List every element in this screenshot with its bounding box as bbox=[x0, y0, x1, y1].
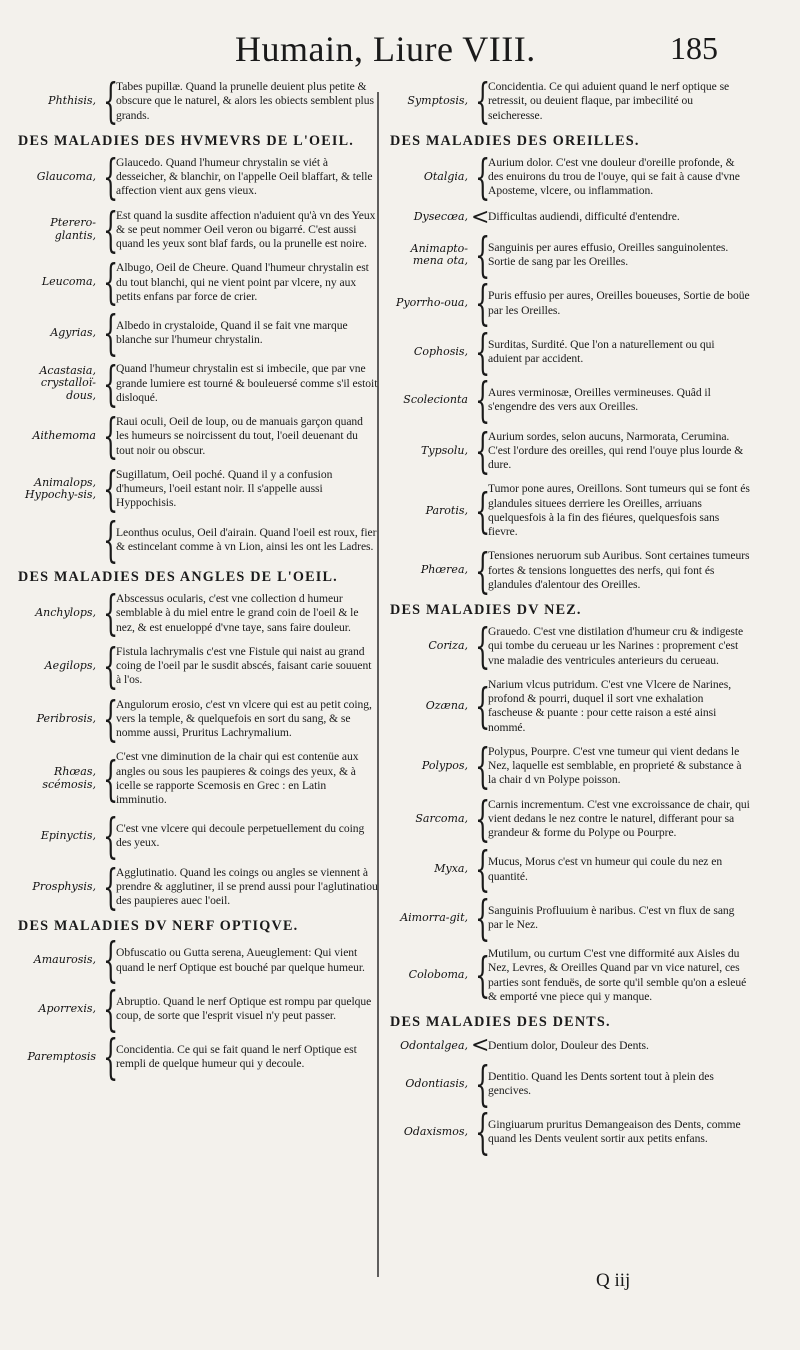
entry-text: Concidentia. Ce qui aduient quand le nerf optique se retressit, ou deuient flaque, par imbecilité ou seicheresse. bbox=[488, 80, 730, 122]
entry-term: Sarcoma, bbox=[415, 811, 468, 825]
entry-text: Tabes pupillæ. Quand la prunelle deuient plus petite & obscure que le naturel, & alors les obiects semblent plus grands. bbox=[116, 80, 374, 122]
entry-term: Aimorra-git, bbox=[400, 910, 468, 924]
entry-parotis bbox=[390, 482, 750, 539]
entry-term: Amaurosis, bbox=[33, 953, 96, 967]
entry-scolecionta bbox=[390, 372, 750, 429]
entry-text: Aures verminosæ, Oreilles vermineuses. Quâd il s'engendre des vers aux Oreilles. bbox=[488, 386, 711, 414]
brace-icon: { bbox=[475, 889, 491, 946]
entry-text: Aurium sordes, selon aucuns, Narmorata, Cerumina. C'est l'ordure des oreilles, qui rend l'ouye plus lourde & dure. bbox=[488, 429, 744, 472]
brace-icon: { bbox=[475, 73, 491, 130]
section-nerf-optique bbox=[18, 918, 378, 1086]
entry-term: Animalops, Hypochy-sis, bbox=[25, 475, 96, 502]
brace-icon: { bbox=[103, 932, 119, 989]
entry-text: Surditas, Surdité. Que l'on a naturellement ou qui aduient par accident. bbox=[488, 337, 715, 366]
section-dents bbox=[390, 1014, 750, 1161]
entry-term: Paremptosis bbox=[27, 1050, 96, 1064]
brace-icon: { bbox=[475, 542, 491, 599]
entry-odaxismos bbox=[390, 1104, 750, 1161]
entry-text: Grauedo. C'est vne distilation d'humeur cru & indigeste qui tombe du cerueau ur les Narines : proprement c'est vne maladie des ventricules anterieurs du cerueau. bbox=[488, 625, 744, 667]
brace-icon: { bbox=[103, 585, 119, 642]
brace-icon: { bbox=[103, 254, 119, 311]
entry-symptosis bbox=[390, 73, 750, 130]
brace-icon: { bbox=[475, 841, 491, 898]
entry-term: Pyorrho-oua, bbox=[396, 296, 468, 310]
entry-sarcoma bbox=[390, 790, 750, 847]
brace-icon: { bbox=[103, 73, 119, 130]
entry-term: Dysecœa, bbox=[413, 209, 468, 223]
brace-icon: { bbox=[103, 690, 119, 747]
entry-myxa bbox=[390, 841, 750, 898]
entry-term: Phthisis, bbox=[48, 94, 96, 108]
entry-text: Polypus, Pourpre. C'est vne tumeur qui vient dedans le Nez, laquelle est semblable, en proprieté & substance à la chair d vn Polype poisson. bbox=[488, 744, 742, 787]
brace-icon: { bbox=[103, 637, 119, 694]
entry-pyorrhooua bbox=[390, 275, 750, 332]
brace-icon: { bbox=[103, 1029, 119, 1086]
entry-aimorragit bbox=[390, 889, 750, 946]
entry-text: Dentium dolor, Douleur des Dents. bbox=[488, 1038, 649, 1052]
entry-term: Aporrexis, bbox=[38, 1001, 96, 1015]
entry-text: Quand l'humeur chrystalin est si imbecile, que par vne grande lumiere est tourné & bouleuersé comme s'il estoit disloqué. bbox=[116, 362, 378, 404]
entry-text: C'est vne diminution de la chair qui est contenüe aux angles ou sous les paupieres & coings des yeux, & à icelle se rapporte Scemosis en Grec : en Latin imminutio. bbox=[116, 750, 359, 807]
right-column bbox=[390, 73, 750, 1162]
entry-acastasia bbox=[18, 355, 378, 412]
entry-text: Obfuscatio ou Gutta serena, Aueuglement: Qui vient quand le nerf Optique est bouché par quelque humeur. bbox=[116, 946, 365, 974]
brace-icon: { bbox=[475, 227, 491, 284]
entry-term: Symptosis, bbox=[407, 94, 468, 108]
entry-prosphysis bbox=[18, 858, 378, 915]
entry-text: Tumor pone aures, Oreillons. Sont tumeurs qui se font és glandules situees derriere les Oreilles, arriuans quelquesfois à la fin des fiéures, quelquesfois sans fievre. bbox=[488, 482, 750, 539]
entry-text: Abruptio. Quand le nerf Optique est rompu par quelque coup, de sorte que l'esprit visuel n'y peut passer. bbox=[116, 994, 372, 1022]
brace-icon: { bbox=[475, 148, 491, 205]
entry-text: Dentitio. Quand les Dents sortent tout à plein des gencives. bbox=[488, 1069, 714, 1097]
section-title: DES MALADIES DV NEZ. bbox=[390, 602, 582, 619]
signature-mark: Q iij bbox=[596, 1270, 631, 1291]
entry-term: Epinyctis, bbox=[40, 829, 96, 843]
brace-icon: { bbox=[103, 461, 119, 518]
brace-icon: { bbox=[475, 678, 491, 735]
entry-text: C'est vne vlcere qui decoule perpetuellement du coing des yeux. bbox=[116, 822, 365, 850]
entry-term: Polypos, bbox=[421, 758, 468, 772]
entry-term: Odontalgea, bbox=[400, 1038, 468, 1052]
entry-animalops bbox=[18, 461, 378, 518]
section-title: DES MALADIES DES HVMEVRS DE L'OEIL. bbox=[18, 132, 355, 149]
brace-icon: { bbox=[475, 738, 491, 795]
entry-text: Raui oculi, Oeil de loup, ou de manuais garçon quand les humeurs se noircissent du tout, l'oeil deuenant du tout noir ou obscur. bbox=[116, 415, 363, 457]
entry-leucoma bbox=[18, 254, 378, 311]
entry-cophosis bbox=[390, 323, 750, 380]
entry-text: Narium vlcus putridum. C'est vne Vlcere de Narines, profond & pourri, duquel il sort vne exhalation fascheuse & puante : pour cette raison a esté ainsi nommé. bbox=[488, 677, 732, 734]
entry-rhoeas bbox=[18, 750, 378, 807]
section-humeurs bbox=[18, 132, 378, 568]
entry-peribrosis bbox=[18, 690, 378, 747]
entry-term: Parotis, bbox=[425, 503, 468, 517]
entry-text: Carnis incrementum. C'est vne excroissance de chair, qui vient dedans le nez contre le naturel, differant pour sa grandeur & forme du Polype ou Pourpre. bbox=[488, 797, 750, 840]
section-title: DES MALADIES DES OREILLES. bbox=[390, 132, 640, 149]
entry-term: Glaucoma, bbox=[36, 169, 96, 183]
entry-typsolu bbox=[390, 422, 750, 479]
angle-bracket-icon: < bbox=[471, 1033, 490, 1059]
brace-icon: { bbox=[475, 790, 491, 847]
entry-term: Agyrias, bbox=[50, 325, 96, 339]
entry-text: Sanguinis Profluuium è naribus. C'est vn flux de sang par le Nez. bbox=[488, 903, 735, 931]
angle-bracket-icon: < bbox=[471, 204, 490, 230]
brace-icon: { bbox=[475, 482, 491, 539]
entry-leonthus bbox=[18, 511, 378, 568]
brace-icon: { bbox=[103, 808, 119, 865]
entry-term: Coloboma, bbox=[408, 968, 468, 982]
entry-aegilops bbox=[18, 637, 378, 694]
entry-text: Agglutinatio. Quand les coings ou angles se viennent à prendre & agglutiner, il se prend aussi pour l'aglutinatiou des paupieres auec l'oeil. bbox=[116, 865, 378, 908]
entry-epinyctis bbox=[18, 808, 378, 865]
entry-term: Odaxismos, bbox=[403, 1125, 468, 1139]
entry-aithemoma bbox=[18, 408, 378, 465]
entry-ozaena bbox=[390, 678, 750, 735]
entry-text: Mutilum, ou curtum C'est vne difformité aux Aisles du Nez, Levres, & Oreilles Quand par vn vice naturel, ces parties sont fenduës, de sorte qu'il semble qu'on a esleué & emporté vne piece qui y manque. bbox=[488, 947, 747, 1003]
section-title: DES MALADIES DV NERF OPTIQVE. bbox=[18, 918, 299, 935]
entry-term: Rhœas, scémosis, bbox=[42, 765, 96, 791]
brace-icon: { bbox=[103, 148, 119, 205]
brace-icon: { bbox=[475, 618, 491, 675]
entry-coloboma bbox=[390, 947, 750, 1004]
entry-term: Typsolu, bbox=[421, 443, 468, 457]
running-head: Humain, Liure VIII. bbox=[235, 29, 536, 69]
page-number: 185 bbox=[670, 30, 718, 66]
brace-icon: { bbox=[103, 980, 119, 1037]
entry-term: Peribrosis, bbox=[36, 711, 96, 725]
section-nez bbox=[390, 602, 750, 1004]
entry-phoerea bbox=[390, 542, 750, 599]
brace-icon: { bbox=[103, 750, 119, 807]
brace-icon: { bbox=[475, 1104, 491, 1161]
entry-glaucoma bbox=[18, 148, 378, 205]
entry-term: Acastasia, crystalloï-dous, bbox=[39, 363, 96, 403]
brace-icon: { bbox=[103, 305, 119, 361]
entry-text: Difficultas audiendi, difficulté d'entendre. bbox=[488, 210, 680, 224]
brace-icon: { bbox=[103, 511, 119, 568]
entry-term: Leucoma, bbox=[41, 275, 96, 289]
section-oreilles bbox=[390, 132, 750, 599]
entry-text: Gingiuarum pruritus Demangeaison des Dents, comme quand les Dents veulent sortir aux petits enfans. bbox=[488, 1118, 741, 1146]
entry-term: Pterero-glantis, bbox=[50, 216, 96, 242]
entry-term: Myxa, bbox=[434, 862, 468, 876]
entry-coriza bbox=[390, 618, 750, 675]
entry-text: Albedo in crystaloide, Quand il se fait vne marque blanche sur l'humeur chrystalin. bbox=[116, 318, 348, 347]
section-title: DES MALADIES DES DENTS. bbox=[390, 1014, 611, 1031]
entry-text: Mucus, Morus c'est vn humeur qui coule du nez en quantité. bbox=[488, 855, 723, 883]
entry-term: Ozæna, bbox=[425, 699, 468, 713]
entry-anchylops bbox=[18, 585, 378, 642]
brace-icon: { bbox=[475, 323, 491, 380]
entry-text: Puris effusio per aures, Oreilles boueuses, Sortie de boüe par les Oreilles. bbox=[488, 289, 750, 317]
entry-dysecoea bbox=[390, 204, 750, 230]
left-column bbox=[18, 73, 378, 1087]
entry-otalgia bbox=[390, 148, 750, 205]
entry-text: Tensiones neruorum sub Auribus. Sont certaines tumeurs fortes & tensions longuettes des nerfs, qui font és glandules d'alentour des Oreilles. bbox=[488, 549, 750, 591]
entry-term: Coriza, bbox=[428, 639, 468, 653]
entry-aporrexis bbox=[18, 980, 378, 1037]
entry-term: Cophosis, bbox=[413, 344, 468, 358]
entry-text: Concidentia. Ce qui se fait quand le nerf Optique est rempli de quelque humeur qui y decoule. bbox=[116, 1043, 357, 1071]
entry-pterero-glantis bbox=[18, 201, 378, 258]
entry-text: Sugillatum, Oeil poché. Quand il y a confusion d'humeurs, l'oeil estant noir. Il s'appelle aussi Hyppochisis. bbox=[116, 467, 333, 510]
entry-term: Aithemoma bbox=[32, 429, 96, 443]
section-title: DES MALADIES DES ANGLES DE L'OEIL. bbox=[18, 569, 338, 586]
entry-term: Scolecionta bbox=[403, 393, 468, 407]
entry-animaptomena bbox=[390, 227, 750, 284]
entry-text: Fistula lachrymalis c'est vne Fistule qui naist au grand coing de l'oeil par le susdit abscés, faisant carie souuent à l'os. bbox=[116, 644, 372, 687]
entry-text: Albugo, Oeil de Cheure. Quand l'humeur chrystalin est du tout blanchi, qui ne vient point par vlcere, ny aux petits enfans par force de crier. bbox=[116, 261, 369, 303]
entry-term: Phœrea, bbox=[420, 563, 468, 577]
section-angles bbox=[18, 569, 378, 915]
brace-icon: { bbox=[103, 858, 119, 915]
entry-term: Prosphysis, bbox=[32, 879, 96, 893]
entry-term: Odontiasis, bbox=[405, 1076, 468, 1090]
entry-term: Anchylops, bbox=[35, 606, 96, 620]
brace-icon: { bbox=[475, 372, 491, 429]
entry-phthisis bbox=[18, 73, 378, 130]
entry-text: Glaucedo. Quand l'humeur chrystalin se viét à desseicher, & blanchir, on l'appelle Oeil blaffart, & telle affection vient aux gens vieux. bbox=[116, 155, 373, 198]
entry-agyrias bbox=[18, 305, 378, 361]
brace-icon: { bbox=[475, 1055, 491, 1112]
entry-text: Sanguinis per aures effusio, Oreilles sanguinolentes. Sortie de sang par les Oreilles. bbox=[488, 241, 729, 269]
entry-term: Otalgia, bbox=[423, 169, 468, 183]
entry-polypos bbox=[390, 738, 750, 795]
entry-text: Aurium dolor. C'est vne douleur d'oreille profonde, & des enuirons du trou de l'ouye, qui se fait à cause d'vne Aposteme, vlcere, ou inflammation. bbox=[488, 155, 740, 198]
entry-odontiasis bbox=[390, 1055, 750, 1112]
entry-term: Aegilops, bbox=[44, 658, 96, 672]
brace-icon: { bbox=[475, 947, 491, 1004]
entry-text: Est quand la susdite affection n'aduient qu'à vn des Yeux & se peut nommer Oeil veron ou bigarré. C'est aussi quand les yeux sont blaf fards, ou la prunelle est noire. bbox=[116, 208, 376, 250]
entry-text: Angulorum erosio, c'est vn vlcere qui est au petit coing, vers la temple, & quelquefois en sort du sang, & se nomme aussi, Pruritus Lachrymalium. bbox=[116, 697, 372, 740]
brace-icon: { bbox=[103, 355, 119, 412]
entry-term: Animapto-mena ota, bbox=[410, 241, 468, 268]
brace-icon: { bbox=[475, 275, 491, 332]
entry-odontalgea bbox=[390, 1033, 750, 1059]
entry-text: Abscessus ocularis, c'est vne collection d humeur semblable à du miel entre le grand coin de l'oeil & le nez, & est enueloppé d'vne taye, sans faire douleur. bbox=[116, 592, 359, 634]
brace-icon: { bbox=[475, 422, 491, 479]
entry-amaurosis bbox=[18, 932, 378, 989]
brace-icon: { bbox=[103, 408, 119, 465]
brace-icon: { bbox=[103, 201, 119, 258]
entry-text: Leonthus oculus, Oeil d'airain. Quand l'oeil est roux, fier & estincelant comme à vn Lion, ainsi les ont les Ladres. bbox=[116, 525, 377, 553]
entry-paremptosis bbox=[18, 1029, 378, 1086]
page-header bbox=[0, 28, 800, 72]
